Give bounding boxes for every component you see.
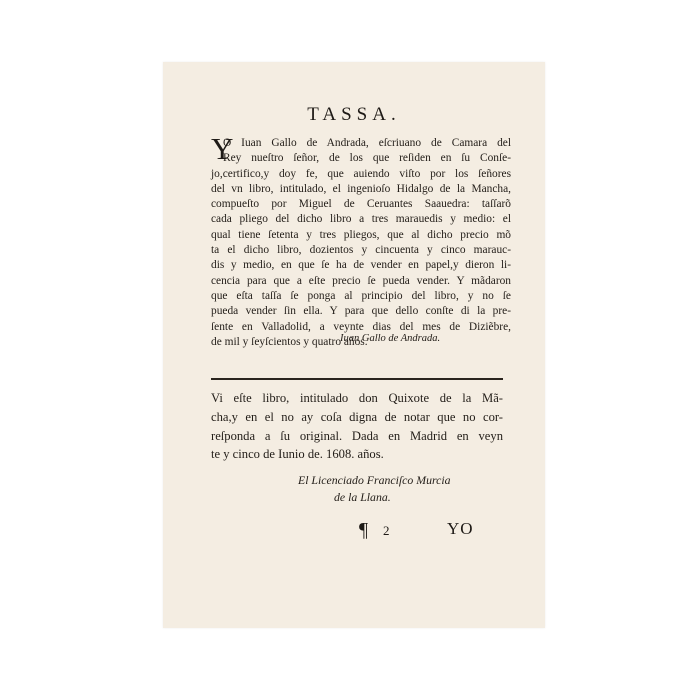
page-title: TASSA.	[307, 104, 401, 125]
text-line: de mil y ſeyſcientos y quatro años.	[211, 335, 368, 348]
tassa-paragraph	[211, 131, 511, 350]
signature-line: de la Llana.	[334, 490, 391, 504]
text-line: del vn libro, intitulado, el ingenioſo Hidalgo de la Mancha,	[211, 182, 511, 195]
catchword: YO	[447, 519, 474, 538]
text-line: cha,y en el no ay coſa digna de notar que no cor-	[211, 409, 503, 424]
text-line: ſente en Valladolid, a veynte dias del mes de Diziẽbre,	[211, 320, 511, 333]
text-line: cada pliego del dicho libro a tres marauedis y medio: el	[211, 213, 511, 226]
text-line: compueſto por Miguel de Ceruantes Saauedra: taſſarõ	[211, 198, 511, 211]
text-line: ta el dicho libro, dozientos y cincuenta y cinco marauc-	[211, 244, 511, 257]
text-line: Vi eſte libro, intitulado don Quixote de la Mã-	[211, 391, 503, 405]
text-line: pueda vender ſin ella. Y para que dello conſte di la pre-	[211, 305, 511, 318]
text-line: reſponda a ſu original. Dada en Madrid en veyn	[211, 428, 503, 443]
divider-rule	[211, 378, 503, 380]
signature-mark: 2	[383, 523, 390, 538]
drop-cap: Y	[211, 131, 234, 166]
text-line: te y cinco de Iunio de. 1608. años.	[211, 447, 384, 462]
text-line: Rey nueſtro ſeñor, de los que reſiden en ſu Conſe-	[223, 152, 511, 165]
text-line: jo,certifico,y doy fe, que auiendo viſto por los ſeñores	[211, 167, 511, 180]
signature-line: El Licenciado Franciſco Murcia	[298, 473, 451, 487]
text-line: cencia para que a eſte precio ſe pueda vender. Y mãdaron	[211, 274, 511, 287]
text-line: que eſta taſſa ſe ponga al principio del libro, y no ſe	[211, 289, 511, 302]
tassa-signature: Iuan Gallo de Andrada.	[340, 333, 441, 344]
pilcrow-mark: ¶	[359, 519, 369, 541]
approval-paragraph	[211, 389, 503, 464]
text-line: qual tiene ſetenta y tres pliegos, que al dicho precio mõ	[211, 228, 511, 241]
text-line: O Iuan Gallo de Andrada, eſcriuano de Camara del	[223, 137, 511, 149]
text-line: dis y medio, en que ſe ha de vender en papel,y dieron li-	[211, 259, 511, 272]
approval-signature	[298, 472, 451, 506]
book-page	[163, 62, 545, 628]
